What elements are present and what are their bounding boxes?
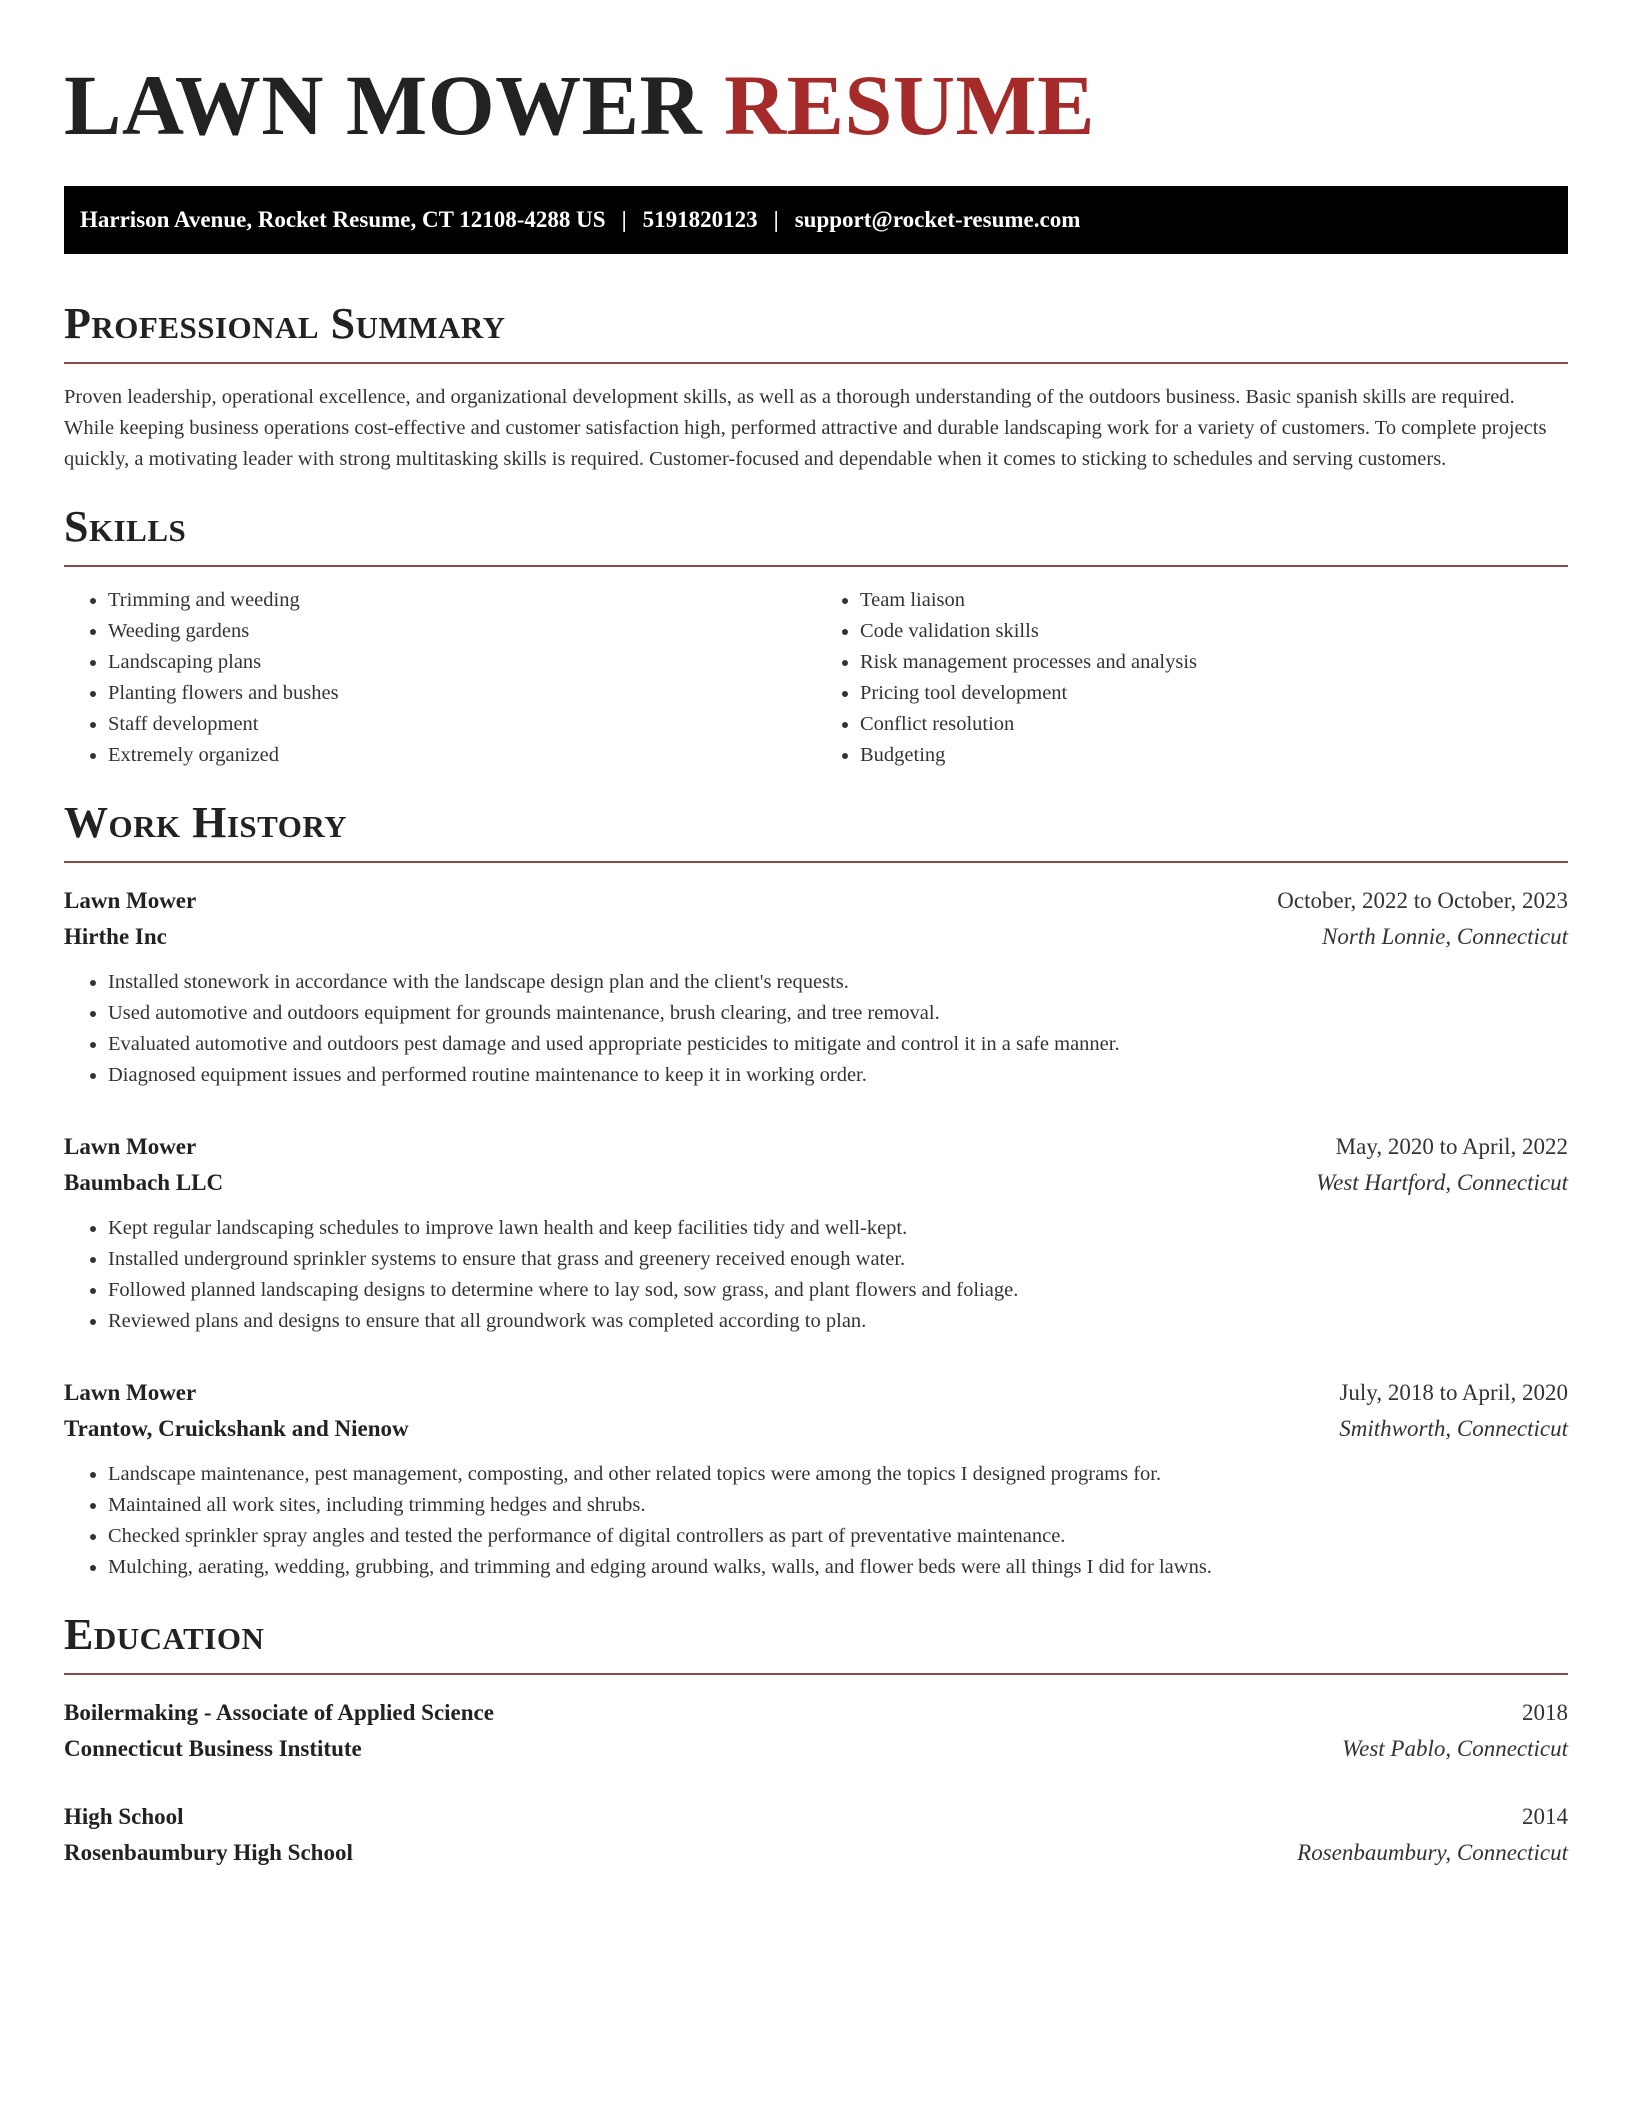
education-location: West Pablo, Connecticut <box>1342 1736 1568 1761</box>
summary-heading: Professional Summary <box>64 302 1568 364</box>
job-title: Lawn Mower <box>64 1380 197 1405</box>
job-company-row <box>64 1411 1568 1447</box>
education-heading: Education <box>64 1613 1568 1675</box>
skill-item: • Budgeting <box>860 740 1568 771</box>
job-bullet: • Diagnosed equipment issues and performed routine maintenance to keep it in working order. <box>108 1060 1568 1091</box>
skill-item: • Code validation skills <box>860 616 1568 647</box>
job-location: Smithworth, Connecticut <box>1339 1416 1568 1441</box>
skill-item: • Trimming and weeding <box>108 585 816 616</box>
skills-column-right <box>816 585 1568 771</box>
contact-separator: | <box>773 207 779 232</box>
education-school-row <box>64 1835 1568 1871</box>
skills-list <box>64 585 1568 771</box>
skill-item: • Weeding gardens <box>108 616 816 647</box>
skill-item: • Pricing tool development <box>860 678 1568 709</box>
contact-email[interactable]: support@rocket-resume.com <box>794 207 1081 232</box>
job-dates: May, 2020 to April, 2022 <box>1335 1134 1568 1159</box>
education-year: 2018 <box>1522 1700 1568 1725</box>
job-dates: October, 2022 to October, 2023 <box>1277 888 1568 913</box>
job-bullet: • Followed planned landscaping designs to determine where to lay sod, sow grass, and plant flowers and foliage. <box>108 1275 1568 1306</box>
job-company: Hirthe Inc <box>64 924 167 949</box>
work-history-heading: Work History <box>64 801 1568 863</box>
job-bullet: • Used automotive and outdoors equipment for grounds maintenance, brush clearing, and tree removal. <box>108 998 1568 1029</box>
job-bullet: • Installed underground sprinkler systems to ensure that grass and greenery received enough water. <box>108 1244 1568 1275</box>
contact-address: Harrison Avenue, Rocket Resume, CT 12108-4288 US <box>80 207 606 232</box>
job-entry <box>64 883 1568 1091</box>
job-header-row <box>64 1129 1568 1165</box>
job-location: West Hartford, Connecticut <box>1316 1170 1568 1195</box>
job-company-row <box>64 919 1568 955</box>
job-bullets <box>64 1213 1568 1337</box>
job-company: Baumbach LLC <box>64 1170 224 1195</box>
job-dates: July, 2018 to April, 2020 <box>1339 1380 1568 1405</box>
resume-title <box>64 56 1568 153</box>
title-main: LAWN MOWER <box>64 57 703 153</box>
job-bullet: • Checked sprinkler spray angles and tested the performance of digital controllers as part of preventative maintenance. <box>108 1521 1568 1552</box>
skill-item: • Conflict resolution <box>860 709 1568 740</box>
education-school: Connecticut Business Institute <box>64 1736 362 1761</box>
job-title: Lawn Mower <box>64 1134 197 1159</box>
job-header-row <box>64 883 1568 919</box>
job-bullet: • Reviewed plans and designs to ensure that all groundwork was completed according to plan. <box>108 1306 1568 1337</box>
job-bullets <box>64 1459 1568 1583</box>
skill-item: • Staff development <box>108 709 816 740</box>
job-bullet: • Maintained all work sites, including trimming hedges and shrubs. <box>108 1490 1568 1521</box>
job-header-row <box>64 1375 1568 1411</box>
education-entry <box>64 1695 1568 1767</box>
contact-phone: 5191820123 <box>642 207 758 232</box>
job-bullet: • Kept regular landscaping schedules to improve lawn health and keep facilities tidy and well-kept. <box>108 1213 1568 1244</box>
job-company-row <box>64 1165 1568 1201</box>
job-location: North Lonnie, Connecticut <box>1322 924 1568 949</box>
education-year: 2014 <box>1522 1804 1568 1829</box>
education-header-row <box>64 1799 1568 1835</box>
skills-heading: Skills <box>64 505 1568 567</box>
education-degree: High School <box>64 1804 184 1829</box>
education-location: Rosenbaumbury, Connecticut <box>1297 1840 1568 1865</box>
job-bullet: • Mulching, aerating, wedding, grubbing, and trimming and edging around walks, walls, and flower beds were all things I did for lawns. <box>108 1552 1568 1583</box>
contact-separator: | <box>621 207 627 232</box>
skill-item: • Risk management processes and analysis <box>860 647 1568 678</box>
job-entry <box>64 1375 1568 1583</box>
education-school-row <box>64 1731 1568 1767</box>
job-bullet: • Evaluated automotive and outdoors pest damage and used appropriate pesticides to mitigate and control it in a safe manner. <box>108 1029 1568 1060</box>
job-bullets <box>64 967 1568 1091</box>
summary-text: Proven leadership, operational excellence, and organizational development skills, as well as a thorough understanding of the outdoors business. Basic spanish skills are required. While keeping business operations cost-effective and customer satisfaction high, performed attractive and durable landscaping work for a variety of customers. To complete projects quickly, a motivating leader with strong multitasking skills is required. Customer-focused and dependable when it comes to sticking to schedules and serving customers. <box>64 386 1547 470</box>
education-entry <box>64 1799 1568 1871</box>
education-school: Rosenbaumbury High School <box>64 1840 353 1865</box>
education-header-row <box>64 1695 1568 1731</box>
job-title: Lawn Mower <box>64 888 197 913</box>
education-degree: Boilermaking - Associate of Applied Science <box>64 1700 494 1725</box>
skill-item: • Team liaison <box>860 585 1568 616</box>
job-bullet: • Installed stonework in accordance with the landscape design plan and the client's requests. <box>108 967 1568 998</box>
job-bullet: • Landscape maintenance, pest management, composting, and other related topics were among the topics I designed programs for. <box>108 1459 1568 1490</box>
title-accent: RESUME <box>724 57 1096 153</box>
job-entry <box>64 1129 1568 1337</box>
contact-bar <box>64 186 1568 254</box>
skill-item: • Extremely organized <box>108 740 816 771</box>
job-company: Trantow, Cruickshank and Nienow <box>64 1416 409 1441</box>
skills-column-left <box>64 585 816 771</box>
skill-item: • Landscaping plans <box>108 647 816 678</box>
skill-item: • Planting flowers and bushes <box>108 678 816 709</box>
